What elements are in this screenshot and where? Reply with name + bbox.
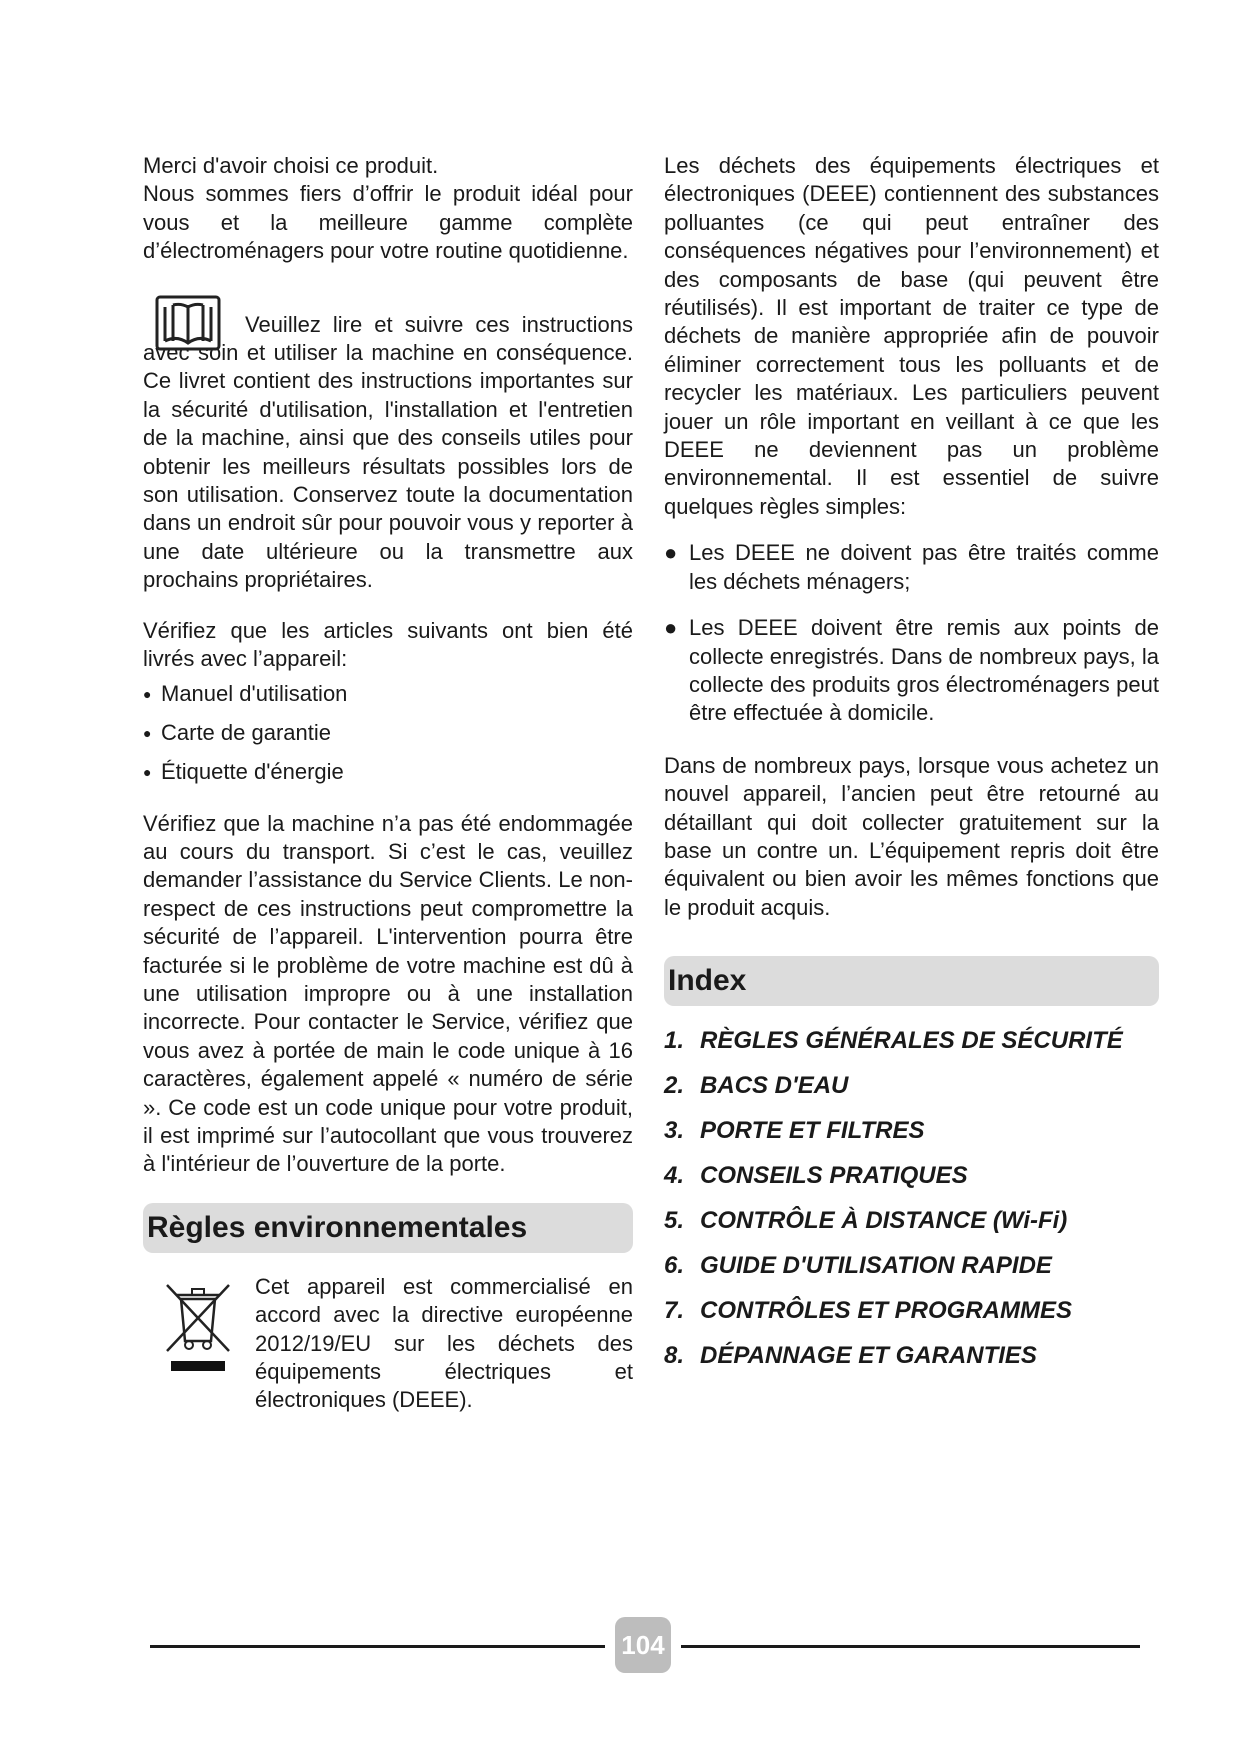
index-item[interactable]: 1. RÈGLES GÉNÉRALES DE SÉCURITÉ <box>664 1027 1123 1055</box>
return-paragraph: Dans de nombreux pays, lorsque vous achetez un nouvel appareil, l’ancien peut être retourné au détaillant qui doit collecter gratuitement sur la base un contre un. L’équipement repris doit être équivalent ou bien avoir les mêmes fonctions que le produit acquis. <box>664 752 1159 920</box>
thanks-line: Merci d'avoir choisi ce produit. <box>143 153 439 178</box>
footer-rule-right <box>681 1645 1140 1648</box>
list-item: ● Les DEEE doivent être remis aux points de collecte enregistrés. Dans de nombreux pays, la collecte des produits gros électroménagers peut être effectuée à domicile. <box>664 614 1159 728</box>
index-item[interactable]: 5. CONTRÔLE À DISTANCE (Wi-Fi) <box>664 1207 1068 1235</box>
bullet-icon: ● <box>143 763 152 780</box>
list-item: ● Carte de garantie <box>143 719 331 745</box>
damage-paragraph: Vérifiez que la machine n’a pas été endommagée au cours du transport. Si c’est le cas, veuillez demander l’assistance du Service Clients. Le non-respect de ces instructions peut compromettre la sécurité de l’appareil. L'intervention pourra être facturée si le problème de votre machine est dû à une utilisation impropre ou à une installation incorrecte. Pour contacter le Service, vérifiez que vous avez à portée de main le code unique à 16 caractères, également appelé « numéro de série ». Ce code est un code unique pour votre produit, il est imprimé sur l’autocollant que vous trouverez à l'intérieur de l’ouverture de la porte. <box>143 810 633 1177</box>
bullet-icon: ● <box>143 724 152 741</box>
index-list <box>664 1026 1159 1371</box>
intro-paragraph: Nous sommes fiers d’offrir le produit idéal pour vous et la meilleure gamme complète d’électroménagers pour votre routine quotidienne. <box>143 181 633 264</box>
list-item: ● Les DEEE ne doivent pas être traités comme les déchets ménagers; <box>664 539 1159 596</box>
index-section-header <box>664 956 1159 1006</box>
list-item: ● Étiquette d'énergie <box>143 758 344 784</box>
index-title: Index <box>668 964 747 998</box>
index-item[interactable]: 7. CONTRÔLES ET PROGRAMMES <box>664 1297 1073 1325</box>
weee-block <box>143 1273 633 1415</box>
env-section-header <box>143 1203 633 1253</box>
weee-info-paragraph: Les déchets des équipements électriques et électroniques (DEEE) contiennent des substances polluantes (ce qui peut entraîner des conséquences négatives pour l’environnement) et des composants de base (qui peuvent être réutilisés). Il est important de traiter ce type de déchets de manière appropriée afin de pouvoir éliminer correctement tous les polluants et de recycler les matériaux. Les particuliers peuvent jouer un rôle important en veillant à ce que les DEEE ne deviennent pas un problème environnemental. Il est essentiel de suivre quelques règles simples: <box>664 153 1159 519</box>
index-item[interactable]: 6. GUIDE D'UTILISATION RAPIDE <box>664 1252 1052 1280</box>
index-item[interactable]: 3. PORTE ET FILTRES <box>664 1117 925 1145</box>
index-item[interactable]: 4. CONSEILS PRATIQUES <box>664 1162 968 1190</box>
instructions-block <box>143 311 633 595</box>
weee-paragraph: Cet appareil est commercialisé en accord avec la directive européenne 2012/19/EU sur les déchets des équipements électriques et électroniques (DEEE). <box>255 1273 633 1413</box>
footer-rule-left <box>150 1645 605 1648</box>
delivered-items-list <box>143 680 633 786</box>
index-item[interactable]: 2. BACS D'EAU <box>664 1072 849 1100</box>
bullet-icon: ● <box>664 540 678 566</box>
instructions-paragraph: Veuillez lire et suivre ces instructions avec soin et utiliser la machine en conséquence. Ce livret contient des instructions importantes sur la sécurité d'utilisation, l'installation et l'entretien de la machine, ainsi que des conseils utiles pour obtenir les meilleurs résultats possibles lors de son utilisation. Conservez toute la documentation dans un endroit sûr pour pouvoir vous y reporter à une date ultérieure ou la transmettre aux prochains propriétaires. <box>143 311 633 593</box>
env-title: Règles environnementales <box>147 1210 528 1244</box>
rules-list <box>664 539 1159 727</box>
bullet-icon: ● <box>143 685 152 702</box>
list-item: ● Manuel d'utilisation <box>143 680 348 706</box>
crossed-bin-icon <box>163 1281 233 1377</box>
right-column <box>664 152 1159 1386</box>
left-column <box>143 152 633 1415</box>
page-number: 104 <box>615 1617 671 1673</box>
index-item[interactable]: 8. DÉPANNAGE ET GARANTIES <box>664 1342 1037 1370</box>
bullet-icon: ● <box>664 615 678 641</box>
book-icon <box>155 295 221 351</box>
verify-items-text: Vérifiez que les articles suivants ont bien été livrés avec l’appareil: <box>143 617 633 672</box>
